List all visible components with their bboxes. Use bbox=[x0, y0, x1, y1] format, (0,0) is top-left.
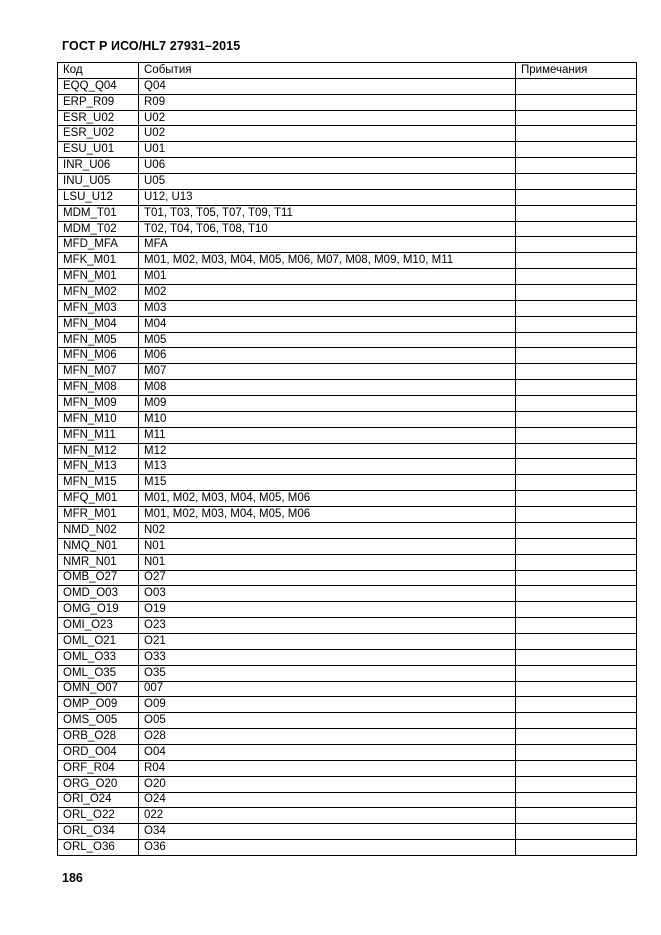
code-cell: ORF_R04 bbox=[58, 760, 139, 776]
table-row bbox=[58, 649, 637, 665]
table-row bbox=[58, 158, 637, 174]
notes-cell bbox=[516, 475, 637, 491]
notes-cell bbox=[516, 142, 637, 158]
code-cell: MFR_M01 bbox=[58, 507, 139, 523]
table-row bbox=[58, 205, 637, 221]
document-title: ГОСТ Р ИСО/HL7 27931–2015 bbox=[62, 39, 241, 53]
table-row bbox=[58, 94, 637, 110]
code-cell: MFN_M09 bbox=[58, 396, 139, 412]
events-cell: T02, T04, T06, T08, T10 bbox=[139, 221, 516, 237]
events-cell: U12, U13 bbox=[139, 189, 516, 205]
events-cell: M04 bbox=[139, 316, 516, 332]
notes-cell bbox=[516, 808, 637, 824]
code-cell: MFN_M07 bbox=[58, 364, 139, 380]
table-row bbox=[58, 554, 637, 570]
code-cell: MFN_M11 bbox=[58, 427, 139, 443]
notes-cell bbox=[516, 316, 637, 332]
events-cell: O19 bbox=[139, 602, 516, 618]
table-row bbox=[58, 586, 637, 602]
events-cell: O03 bbox=[139, 586, 516, 602]
code-cell: MFQ_M01 bbox=[58, 491, 139, 507]
notes-cell bbox=[516, 792, 637, 808]
events-cell: M11 bbox=[139, 427, 516, 443]
notes-cell bbox=[516, 269, 637, 285]
events-cell: O21 bbox=[139, 633, 516, 649]
code-cell: MFN_M15 bbox=[58, 475, 139, 491]
table-row bbox=[58, 285, 637, 301]
events-cell: O20 bbox=[139, 776, 516, 792]
code-cell: MFN_M02 bbox=[58, 285, 139, 301]
notes-cell bbox=[516, 94, 637, 110]
table-row bbox=[58, 618, 637, 634]
notes-cell bbox=[516, 459, 637, 475]
notes-cell bbox=[516, 602, 637, 618]
code-cell: OMS_O05 bbox=[58, 713, 139, 729]
notes-cell bbox=[516, 538, 637, 554]
events-cell: M05 bbox=[139, 332, 516, 348]
table-header-row bbox=[58, 63, 637, 79]
table-row bbox=[58, 760, 637, 776]
events-cell: Q04 bbox=[139, 78, 516, 94]
code-cell: MFN_M13 bbox=[58, 459, 139, 475]
code-cell: OMN_O07 bbox=[58, 681, 139, 697]
column-header-events: События bbox=[139, 63, 516, 79]
notes-cell bbox=[516, 443, 637, 459]
events-cell: N01 bbox=[139, 554, 516, 570]
events-cell: U02 bbox=[139, 126, 516, 142]
notes-cell bbox=[516, 332, 637, 348]
code-cell: LSU_U12 bbox=[58, 189, 139, 205]
table-row bbox=[58, 364, 637, 380]
events-cell: U02 bbox=[139, 110, 516, 126]
table-row bbox=[58, 189, 637, 205]
events-cell: O24 bbox=[139, 792, 516, 808]
table-row bbox=[58, 269, 637, 285]
notes-cell bbox=[516, 507, 637, 523]
notes-cell bbox=[516, 760, 637, 776]
table-row bbox=[58, 237, 637, 253]
code-cell: OMD_O03 bbox=[58, 586, 139, 602]
events-cell: M02 bbox=[139, 285, 516, 301]
table-row bbox=[58, 744, 637, 760]
events-cell: 007 bbox=[139, 681, 516, 697]
code-cell: OML_O21 bbox=[58, 633, 139, 649]
code-cell: OMB_O27 bbox=[58, 570, 139, 586]
notes-cell bbox=[516, 364, 637, 380]
notes-cell bbox=[516, 205, 637, 221]
events-cell: O04 bbox=[139, 744, 516, 760]
table-row bbox=[58, 411, 637, 427]
notes-cell bbox=[516, 491, 637, 507]
code-cell: MDM_T02 bbox=[58, 221, 139, 237]
events-cell: MFA bbox=[139, 237, 516, 253]
code-cell: NMQ_N01 bbox=[58, 538, 139, 554]
notes-cell bbox=[516, 554, 637, 570]
column-header-notes: Примечания bbox=[516, 63, 637, 79]
table-row bbox=[58, 126, 637, 142]
notes-cell bbox=[516, 126, 637, 142]
notes-cell bbox=[516, 840, 637, 856]
table-row bbox=[58, 538, 637, 554]
table-row bbox=[58, 396, 637, 412]
notes-cell bbox=[516, 522, 637, 538]
table-row bbox=[58, 840, 637, 856]
table-row bbox=[58, 300, 637, 316]
table-row bbox=[58, 522, 637, 538]
notes-cell bbox=[516, 744, 637, 760]
notes-cell bbox=[516, 78, 637, 94]
notes-cell bbox=[516, 697, 637, 713]
events-cell: O28 bbox=[139, 729, 516, 745]
table-row bbox=[58, 78, 637, 94]
code-cell: MFN_M05 bbox=[58, 332, 139, 348]
events-cell: U01 bbox=[139, 142, 516, 158]
table-row bbox=[58, 697, 637, 713]
events-cell: M10 bbox=[139, 411, 516, 427]
notes-cell bbox=[516, 776, 637, 792]
events-cell: M06 bbox=[139, 348, 516, 364]
notes-cell bbox=[516, 237, 637, 253]
table-row bbox=[58, 808, 637, 824]
events-cell: M08 bbox=[139, 380, 516, 396]
events-cell: M01, M02, M03, M04, M05, M06 bbox=[139, 507, 516, 523]
notes-cell bbox=[516, 285, 637, 301]
table-row bbox=[58, 253, 637, 269]
notes-cell bbox=[516, 253, 637, 269]
code-cell: MDM_T01 bbox=[58, 205, 139, 221]
table-row bbox=[58, 221, 637, 237]
code-cell: ESR_U02 bbox=[58, 126, 139, 142]
events-cell: M09 bbox=[139, 396, 516, 412]
events-cell: O35 bbox=[139, 665, 516, 681]
events-cell: M03 bbox=[139, 300, 516, 316]
table-row bbox=[58, 459, 637, 475]
code-cell: OML_O35 bbox=[58, 665, 139, 681]
code-cell: ORL_O34 bbox=[58, 824, 139, 840]
table-row bbox=[58, 332, 637, 348]
events-cell: M12 bbox=[139, 443, 516, 459]
notes-cell bbox=[516, 618, 637, 634]
notes-cell bbox=[516, 713, 637, 729]
notes-cell bbox=[516, 824, 637, 840]
notes-cell bbox=[516, 110, 637, 126]
code-cell: INU_U05 bbox=[58, 174, 139, 190]
code-cell: MFN_M01 bbox=[58, 269, 139, 285]
code-cell: MFN_M10 bbox=[58, 411, 139, 427]
code-cell: ORG_O20 bbox=[58, 776, 139, 792]
events-cell: O33 bbox=[139, 649, 516, 665]
events-cell: N01 bbox=[139, 538, 516, 554]
events-cell: O34 bbox=[139, 824, 516, 840]
events-cell: O23 bbox=[139, 618, 516, 634]
events-cell: M01, M02, M03, M04, M05, M06, M07, M08, M09, M10, M11 bbox=[139, 253, 516, 269]
table-row bbox=[58, 633, 637, 649]
code-cell: ORL_O22 bbox=[58, 808, 139, 824]
notes-cell bbox=[516, 729, 637, 745]
code-cell: ORL_O36 bbox=[58, 840, 139, 856]
code-cell: OMP_O09 bbox=[58, 697, 139, 713]
table-row bbox=[58, 776, 637, 792]
table-row bbox=[58, 792, 637, 808]
notes-cell bbox=[516, 411, 637, 427]
page-number: 186 bbox=[62, 871, 83, 885]
notes-cell bbox=[516, 189, 637, 205]
notes-cell bbox=[516, 380, 637, 396]
events-cell: O09 bbox=[139, 697, 516, 713]
code-cell: MFN_M03 bbox=[58, 300, 139, 316]
notes-cell bbox=[516, 665, 637, 681]
events-cell: U06 bbox=[139, 158, 516, 174]
notes-cell bbox=[516, 633, 637, 649]
table-row bbox=[58, 713, 637, 729]
notes-cell bbox=[516, 221, 637, 237]
code-cell: ORI_O24 bbox=[58, 792, 139, 808]
notes-cell bbox=[516, 174, 637, 190]
notes-cell bbox=[516, 348, 637, 364]
code-cell: INR_U06 bbox=[58, 158, 139, 174]
code-cell: MFN_M12 bbox=[58, 443, 139, 459]
table-row bbox=[58, 348, 637, 364]
events-cell: N02 bbox=[139, 522, 516, 538]
table-row bbox=[58, 824, 637, 840]
code-cell: OML_O33 bbox=[58, 649, 139, 665]
notes-cell bbox=[516, 427, 637, 443]
code-cell: ORD_O04 bbox=[58, 744, 139, 760]
table-row bbox=[58, 316, 637, 332]
table-row bbox=[58, 110, 637, 126]
code-cell: ESR_U02 bbox=[58, 110, 139, 126]
events-cell: M01, M02, M03, M04, M05, M06 bbox=[139, 491, 516, 507]
events-cell: U05 bbox=[139, 174, 516, 190]
table-row bbox=[58, 475, 637, 491]
events-cell: R09 bbox=[139, 94, 516, 110]
events-table bbox=[57, 62, 637, 856]
table-row bbox=[58, 443, 637, 459]
table-row bbox=[58, 681, 637, 697]
events-cell: M15 bbox=[139, 475, 516, 491]
events-cell: O05 bbox=[139, 713, 516, 729]
events-cell: M01 bbox=[139, 269, 516, 285]
table-row bbox=[58, 174, 637, 190]
notes-cell bbox=[516, 570, 637, 586]
code-cell: EQQ_Q04 bbox=[58, 78, 139, 94]
events-cell: O27 bbox=[139, 570, 516, 586]
code-cell: NMD_N02 bbox=[58, 522, 139, 538]
notes-cell bbox=[516, 649, 637, 665]
code-cell: OMG_O19 bbox=[58, 602, 139, 618]
code-cell: OMI_O23 bbox=[58, 618, 139, 634]
notes-cell bbox=[516, 586, 637, 602]
events-table-body bbox=[58, 63, 637, 856]
notes-cell bbox=[516, 300, 637, 316]
events-cell: T01, T03, T05, T07, T09, T11 bbox=[139, 205, 516, 221]
code-cell: MFN_M08 bbox=[58, 380, 139, 396]
table-row bbox=[58, 142, 637, 158]
table-row bbox=[58, 570, 637, 586]
table-row bbox=[58, 729, 637, 745]
events-cell: M07 bbox=[139, 364, 516, 380]
events-cell: O36 bbox=[139, 840, 516, 856]
code-cell: ERP_R09 bbox=[58, 94, 139, 110]
events-cell: 022 bbox=[139, 808, 516, 824]
code-cell: NMR_N01 bbox=[58, 554, 139, 570]
table-row bbox=[58, 665, 637, 681]
table-row bbox=[58, 507, 637, 523]
code-cell: MFK_M01 bbox=[58, 253, 139, 269]
table-row bbox=[58, 491, 637, 507]
table-row bbox=[58, 427, 637, 443]
notes-cell bbox=[516, 158, 637, 174]
code-cell: ORB_O28 bbox=[58, 729, 139, 745]
column-header-code: Код bbox=[58, 63, 139, 79]
events-cell: R04 bbox=[139, 760, 516, 776]
code-cell: MFN_M04 bbox=[58, 316, 139, 332]
code-cell: MFN_M06 bbox=[58, 348, 139, 364]
notes-cell bbox=[516, 681, 637, 697]
code-cell: ESU_U01 bbox=[58, 142, 139, 158]
code-cell: MFD_MFA bbox=[58, 237, 139, 253]
notes-cell bbox=[516, 396, 637, 412]
table-row bbox=[58, 380, 637, 396]
table-row bbox=[58, 602, 637, 618]
events-cell: M13 bbox=[139, 459, 516, 475]
